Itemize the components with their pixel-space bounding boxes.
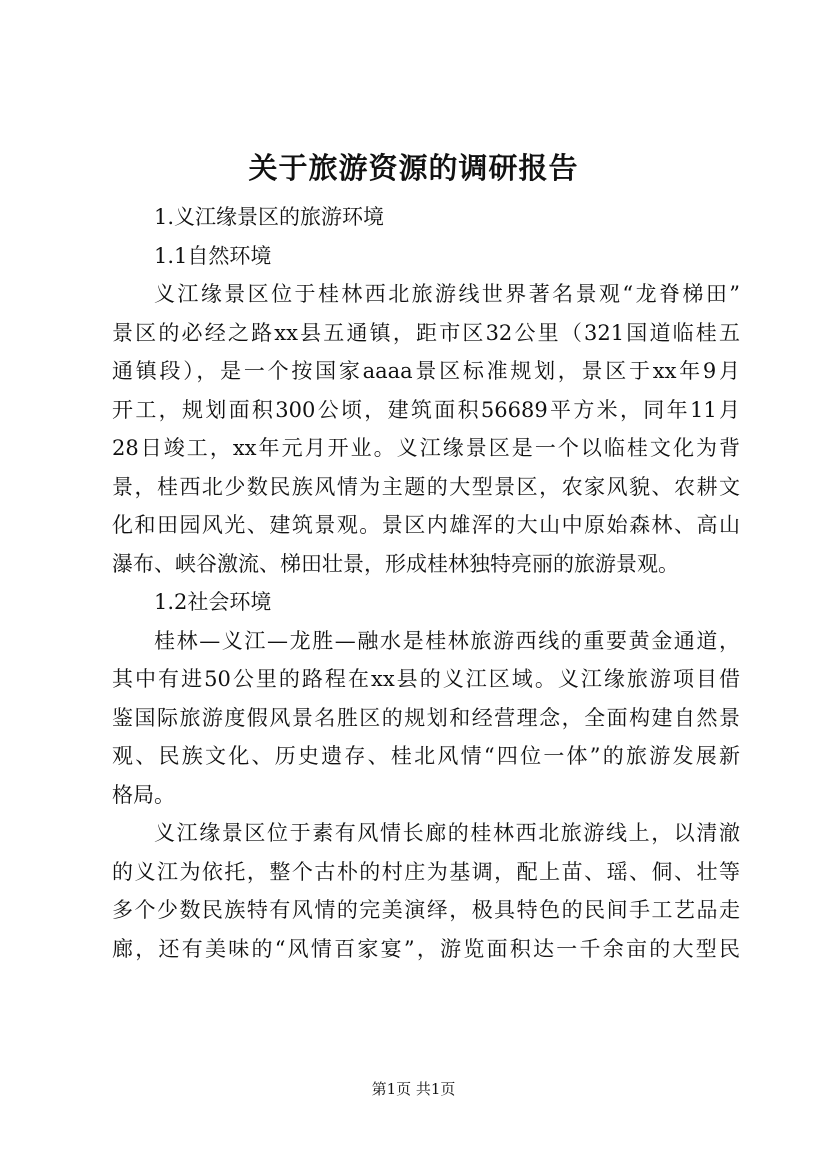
paragraph-social-environment xyxy=(112,622,740,815)
paragraph-line: 的义江为依托，整个古朴的村庄为基调，配上苗、瑶、侗、壮等 xyxy=(112,859,740,884)
paragraph-scenic-area xyxy=(112,814,740,968)
paragraph-line: 鉴国际旅游度假风景名胜区的规划和经营理念，全面构建自然景 xyxy=(112,705,740,730)
paragraph-line: 廊，还有美味的“风情百家宴”，游览面积达一千余亩的大型民 xyxy=(112,936,740,961)
document-body xyxy=(112,198,740,968)
subsection-heading: 1.1自然环境 xyxy=(154,243,272,268)
paragraph-line: 多个少数民族特有风情的完美演绎，极具特色的民间手工艺品走 xyxy=(112,898,740,922)
paragraph-line: 桂林—义江—龙胜—融水是桂林旅游西线的重要黄金通道， xyxy=(154,628,740,653)
paragraph-line: 景，桂西北少数民族风情为主题的大型景区，农家风貌、农耕文 xyxy=(112,474,740,499)
paragraph-line: 化和田园风光、建筑景观。景区内雄浑的大山中原始森林、高山 xyxy=(112,513,740,537)
paragraph-line: 景区的必经之路xx县五通镇，距市区32公里（321国道临桂五 xyxy=(112,320,740,345)
paragraph-line: 格局。 xyxy=(112,782,175,807)
paragraph-line: 观、民族文化、历史遗存、桂北风情“四位一体”的旅游发展新 xyxy=(112,744,740,768)
document-title: 关于旅游资源的调研报告 xyxy=(248,151,579,185)
section-heading: 1.义江缘景区的旅游环境 xyxy=(154,205,385,229)
subsection-heading: 1.2社会环境 xyxy=(154,590,272,614)
paragraph-line: 开工，规划面积300公顷，建筑面积56689平方米，同年11月 xyxy=(112,397,740,422)
paragraph-line: 瀑布、峡谷激流、梯田壮景，形成桂林独特亮丽的旅游景观。 xyxy=(112,551,679,576)
paragraph-natural-environment xyxy=(112,275,740,583)
paragraph-line: 义江缘景区位于素有风情长廊的桂林西北旅游线上，以清澈 xyxy=(154,821,740,845)
paragraph-line: 其中有进50公里的路程在xx县的义江区域。义江缘旅游项目借 xyxy=(112,667,740,691)
paragraph-line: 通镇段），是一个按国家aaaa景区标准规划，景区于xx年9月 xyxy=(112,359,740,383)
paragraph-line: 28日竣工，xx年元月开业。义江缘景区是一个以临桂文化为背 xyxy=(112,436,740,460)
paragraph-line: 义江缘景区位于桂林西北旅游线世界著名景观“龙脊梯田” xyxy=(154,282,740,306)
page-number-footer: 第1页 共1页 xyxy=(371,1080,456,1098)
